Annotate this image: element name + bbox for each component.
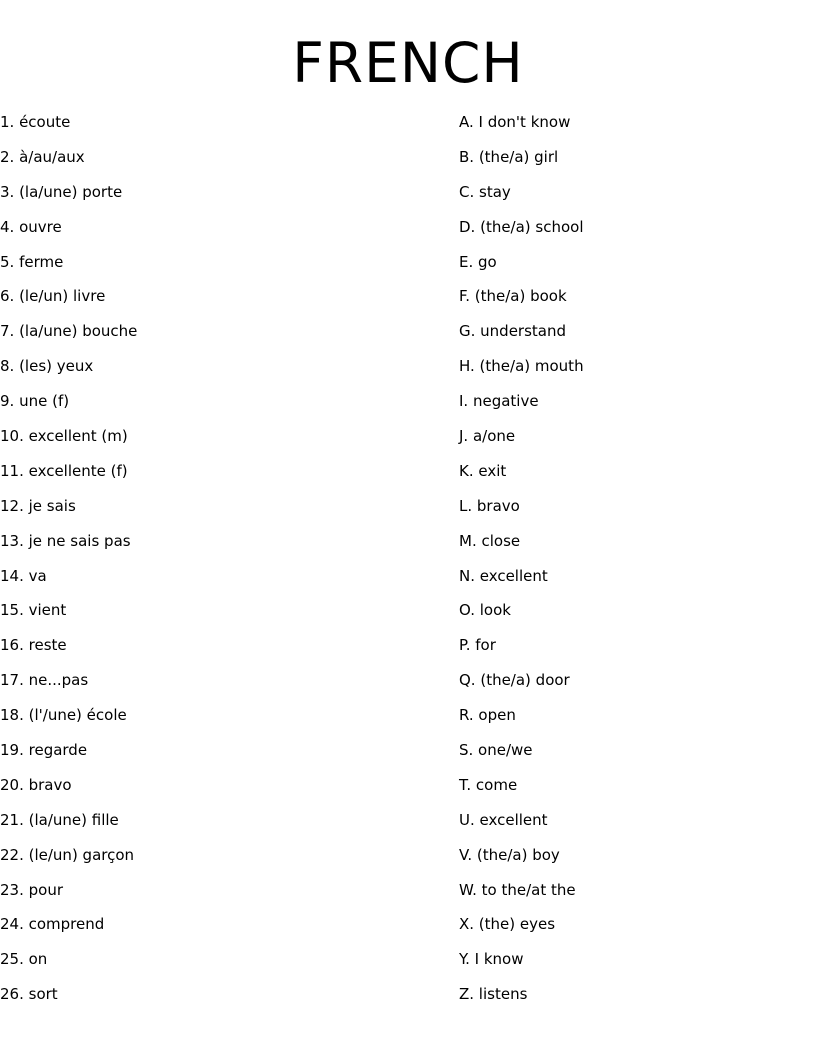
english-terms-list xyxy=(459,110,799,1017)
english-term: Y. I know xyxy=(459,950,524,969)
english-term: B. (the/a) girl xyxy=(459,147,559,166)
english-term: A. I don't know xyxy=(459,113,571,131)
english-term: V. (the/a) boy xyxy=(459,845,560,864)
french-term: 8. (les) yeux xyxy=(0,357,94,376)
french-term: 5. ferme xyxy=(0,252,64,271)
french-term: 20. bravo xyxy=(0,775,72,794)
french-term: 14. va xyxy=(0,566,47,585)
french-term: 15. vient xyxy=(0,601,67,620)
french-term: 18. (l'/une) école xyxy=(0,706,127,725)
french-term: 10. excellent (m) xyxy=(0,427,128,446)
french-term: 13. je ne sais pas xyxy=(0,531,131,550)
english-term: C. stay xyxy=(459,182,511,201)
french-term: 17. ne...pas xyxy=(0,671,89,690)
french-term: 19. regarde xyxy=(0,741,88,760)
french-term: 16. reste xyxy=(0,636,67,655)
english-term: R. open xyxy=(459,706,516,725)
french-term: 25. on xyxy=(0,950,48,969)
english-term: X. (the) eyes xyxy=(459,915,556,934)
french-term: 24. comprend xyxy=(0,915,105,934)
english-term: K. exit xyxy=(459,461,507,480)
french-term: 21. (la/une) fille xyxy=(0,810,119,829)
english-term: F. (the/a) book xyxy=(459,287,567,306)
french-term: 12. je sais xyxy=(0,496,76,515)
english-term: H. (the/a) mouth xyxy=(459,357,584,376)
english-term: L. bravo xyxy=(459,496,520,515)
english-term: E. go xyxy=(459,252,497,271)
english-term: D. (the/a) school xyxy=(459,217,584,236)
french-term: 7. (la/une) bouche xyxy=(0,322,138,341)
french-term: 22. (le/un) garçon xyxy=(0,845,135,864)
page-title: FRENCH xyxy=(292,31,524,95)
french-term: 1. écoute xyxy=(0,113,71,131)
english-term: Z. listens xyxy=(459,985,528,1004)
english-term: W. to the/at the xyxy=(459,880,576,899)
english-term: M. close xyxy=(459,531,521,550)
english-term: J. a/one xyxy=(459,427,516,446)
english-term: S. one/we xyxy=(459,741,533,760)
english-term: Q. (the/a) door xyxy=(459,671,570,690)
english-term: U. excellent xyxy=(459,810,548,829)
french-term: 4. ouvre xyxy=(0,217,62,236)
english-term: N. excellent xyxy=(459,566,548,585)
french-term: 3. (la/une) porte xyxy=(0,182,123,201)
english-term: O. look xyxy=(459,601,511,620)
french-terms-list xyxy=(0,110,440,1017)
english-term: P. for xyxy=(459,636,496,655)
french-term: 2. à/au/aux xyxy=(0,147,85,166)
french-term: 9. une (f) xyxy=(0,392,70,411)
english-term: T. come xyxy=(459,775,518,794)
french-term: 26. sort xyxy=(0,985,58,1004)
english-term: I. negative xyxy=(459,392,539,411)
french-term: 11. excellente (f) xyxy=(0,461,128,480)
english-term: G. understand xyxy=(459,322,567,341)
french-term: 23. pour xyxy=(0,880,63,899)
french-term: 6. (le/un) livre xyxy=(0,287,106,306)
